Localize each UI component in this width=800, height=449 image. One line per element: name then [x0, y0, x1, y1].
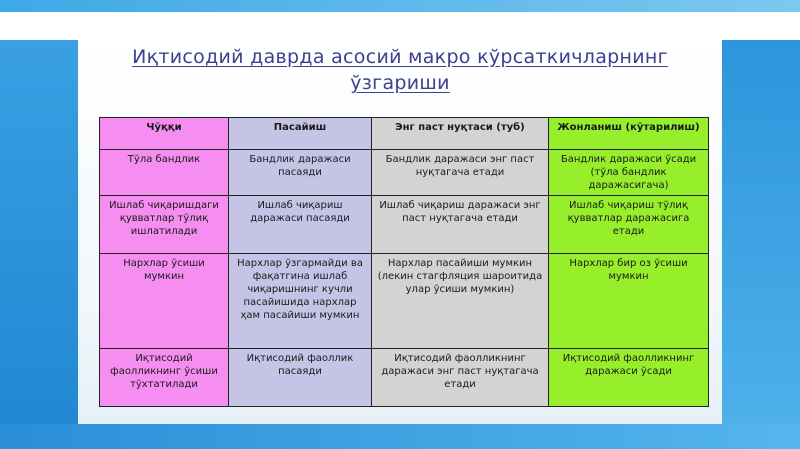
cell-recovery-activity: Иқтисодий фаолликнинг даражаси ўсади	[549, 349, 709, 407]
cell-peak-production: Ишлаб чиқаришдаги қувватлар тўлиқ ишлатилади	[100, 196, 229, 254]
right-decor-band	[722, 40, 800, 449]
slide-title: Иқтисодий даврда асосий макро кўрсаткичларнинг ўзгариши	[132, 46, 668, 94]
table-row	[100, 196, 709, 254]
cell-decline-prices: Нархлар ўзгармайди ва фақатгина ишлаб чиқаришнинг кучли пасайишида нархлар ҳам пасайиши мумкин	[229, 254, 372, 349]
table-row	[100, 150, 709, 196]
left-decor-band	[0, 40, 78, 449]
header-trough: Энг паст нуқтаси (туб)	[372, 118, 549, 150]
cell-recovery-prices: Нархлар бир оз ўсиши мумкин	[549, 254, 709, 349]
cell-trough-activity: Иқтисодий фаолликнинг даражаси энг паст нуқтагача етади	[372, 349, 549, 407]
table-row	[100, 349, 709, 407]
cell-trough-production: Ишлаб чиқариш даражаси энг паст нуқтагача етади	[372, 196, 549, 254]
cell-recovery-employment: Бандлик даражаси ўсади (тўла бандлик даражасигача)	[549, 150, 709, 196]
business-cycle-table	[99, 117, 709, 407]
cell-recovery-production: Ишлаб чиқариш тўлиқ қувватлар даражасига етади	[549, 196, 709, 254]
header-recovery: Жонланиш (кўтарилиш)	[549, 118, 709, 150]
header-decline: Пасайиш	[229, 118, 372, 150]
cell-trough-prices: Нархлар пасайиши мумкин (лекин стагфляция шароитида улар ўсиши мумкин)	[372, 254, 549, 349]
top-decor-band	[0, 0, 800, 12]
table-header-row	[100, 118, 709, 150]
cell-decline-employment: Бандлик даражаси пасаяди	[229, 150, 372, 196]
cell-trough-employment: Бандлик даражаси энг паст нуқтагача етади	[372, 150, 549, 196]
bottom-decor-band	[0, 424, 800, 449]
cell-decline-production: Ишлаб чиқариш даражаси пасаяди	[229, 196, 372, 254]
cell-peak-activity: Иқтисодий фаолликнинг ўсиши тўхтатилади	[100, 349, 229, 407]
cell-peak-prices: Нархлар ўсиши мумкин	[100, 254, 229, 349]
header-peak: Чўққи	[100, 118, 229, 150]
cell-decline-activity: Иқтисодий фаоллик пасаяди	[229, 349, 372, 407]
cell-peak-employment: Тўла бандлик	[100, 150, 229, 196]
table-row	[100, 254, 709, 349]
